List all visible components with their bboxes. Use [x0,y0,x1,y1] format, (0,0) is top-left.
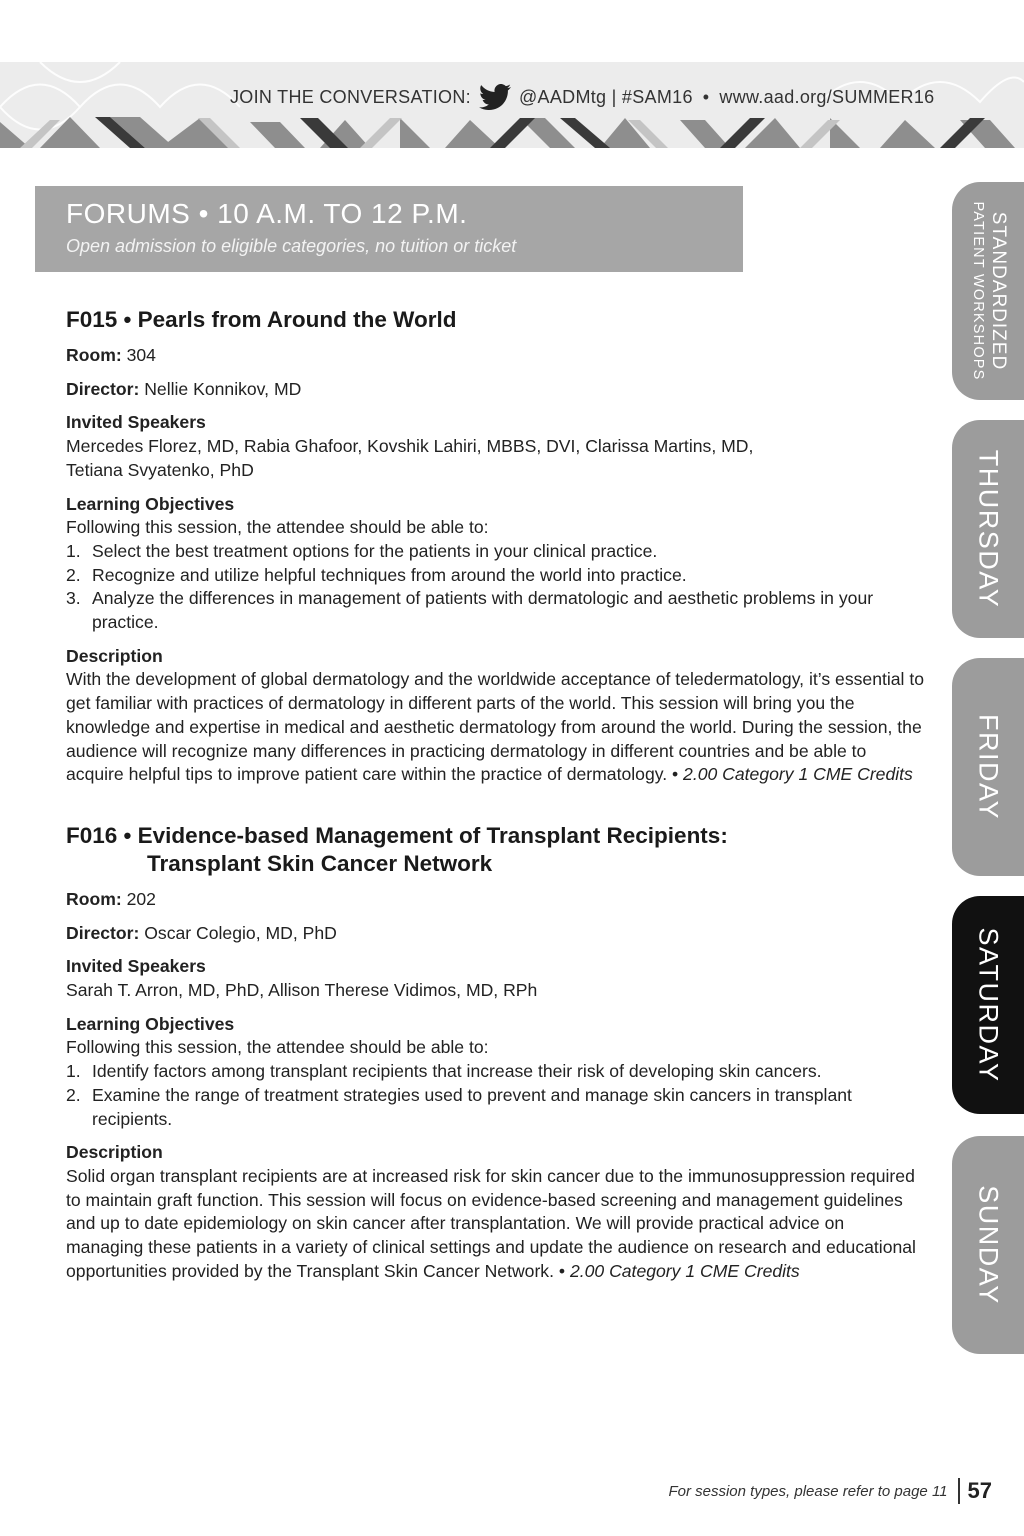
director-value: Oscar Colegio, MD, PhD [139,922,337,943]
tab-label [968,201,1008,380]
tab-thursday[interactable] [952,420,1024,638]
list-text: Identify factors among transplant recipients that increase their risk of developing skin cancers. [92,1061,822,1082]
tab-label: SATURDAY [973,927,1004,1083]
speakers-line: Mercedes Florez, MD, Rabia Ghafoor, Kovshik Lahiri, MBBS, DVI, Clarissa Martins, MD, [66,436,754,457]
description-text [66,668,926,787]
objectives-heading: Learning Objectives [66,493,235,514]
page-footer [668,1478,992,1504]
director-row [66,922,926,946]
session-f016 [66,822,926,1284]
tab-sunday[interactable] [952,1136,1024,1354]
description-heading: Description [66,645,163,666]
learning-objectives [66,493,926,635]
banner-subtitle: Open admission to eligible categories, no tuition or ticket [66,236,517,256]
speakers-line: Sarah T. Arron, MD, PhD, Allison Therese Vidimos, MD, RPh [66,980,538,1001]
twitter-bird-icon [477,84,513,110]
list-number: 2. [66,1084,81,1105]
page-number: 57 [967,1478,992,1503]
room-row [66,344,926,368]
tab-label: THURSDAY [973,449,1004,609]
session-title [66,822,926,878]
session-f015 [66,306,926,787]
objectives-list [66,1060,926,1131]
tab-label-line1: STANDARDIZED [988,211,1009,371]
list-item [66,587,926,634]
forum-banner [35,186,743,272]
header-band [0,62,1024,148]
learning-objectives [66,1013,926,1132]
cme-credits: 2.00 Category 1 CME Credits [569,1260,800,1281]
list-item [66,1060,926,1084]
list-text: Select the best treatment options for the patients in your clinical practice. [92,540,658,561]
list-text: Recognize and utilize helpful techniques from around the world into practice. [92,564,687,585]
tab-label: FRIDAY [973,713,1004,821]
list-item [66,564,926,588]
room-value: 202 [121,888,156,909]
join-label: JOIN THE CONVERSATION: [230,86,471,107]
session-title-line: F016 • Evidence-based Management of Transplant Recipients: [66,822,728,848]
list-number: 3. [66,588,81,609]
description-text [66,1165,926,1284]
session-title-line: Transplant Skin Cancer Network [147,850,493,876]
list-text: Analyze the differences in management of patients with dermatologic and aesthetic problems in your practice. [92,588,874,633]
conference-url[interactable]: www.aad.org/SUMMER16 [719,86,935,107]
tab-saturday[interactable] [952,896,1024,1114]
session-title [66,306,926,334]
invited-speakers [66,411,926,482]
list-number: 2. [66,564,81,585]
objectives-heading: Learning Objectives [66,1013,235,1034]
list-item [66,540,926,564]
room-value: 304 [121,345,156,365]
list-item [66,1084,926,1131]
room-row [66,888,926,912]
list-number: 1. [66,1061,81,1082]
room-label: Room: [66,888,122,909]
tab-standardized-patient-workshops[interactable] [952,182,1024,400]
speakers-line: Tetiana Svyatenko, PhD [66,459,254,480]
list-text: Examine the range of treatment strategies used to prevent and manage skin cancers in transplant recipients. [92,1084,852,1129]
description-body: Solid organ transplant recipients are at increased risk for skin cancer due to the immunosuppression required to maintain graft function. This session will focus on evidence-based screening and management guidelines and up to date epidemiology on skin cancer after transplantation. We will provide practical advice on managing these patients in a variety of clinical settings and update the audience on research and educational opportunities provided by the Transplant Skin Cancer Network. • [66,1165,916,1281]
director-value: Nellie Konnikov, MD [139,378,302,399]
director-label: Director: [66,378,140,399]
description-body: With the development of global dermatology and the worldwide acceptance of teledermatology, it’s essential to get familiar with practices of dermatology in different parts of the world. This session will bring you the knowledge and expertise in medical and aesthetic dermatology from around the world. During the session, the audience will recognize many differences in practicing dermatology in different countries and be able to acquire helpful tips to improve patient care within the practice of dermatology. • [66,669,925,785]
objectives-intro: Following this session, the attendee should be able to: [66,1037,489,1058]
footer-note: For session types, please refer to page 11 [668,1482,948,1500]
description-heading: Description [66,1142,163,1163]
cme-credits: 2.00 Category 1 CME Credits [683,764,913,785]
tab-friday[interactable] [952,658,1024,876]
speakers-heading: Invited Speakers [66,956,206,977]
join-conversation-line [230,84,934,110]
footer-divider [958,1478,960,1504]
list-number: 1. [66,540,81,561]
description [66,1141,926,1283]
invited-speakers [66,955,926,1002]
tab-label-line2: PATIENT WORKSHOPS [970,201,986,381]
description [66,645,926,787]
director-row [66,378,926,402]
session-title-line: F015 • Pearls from Around the World [66,307,457,332]
header-bullet: • [702,86,710,107]
twitter-handle[interactable]: @AADMtg | #SAM16 [518,86,693,107]
room-label: Room: [66,345,122,365]
banner-title: FORUMS • 10 A.M. TO 12 P.M. [66,198,468,229]
main-content [66,306,926,1294]
objectives-list [66,540,926,635]
tab-label: SUNDAY [973,1185,1004,1305]
objectives-intro: Following this session, the attendee should be able to: [66,517,489,538]
speakers-heading: Invited Speakers [66,412,206,433]
director-label: Director: [66,922,140,943]
